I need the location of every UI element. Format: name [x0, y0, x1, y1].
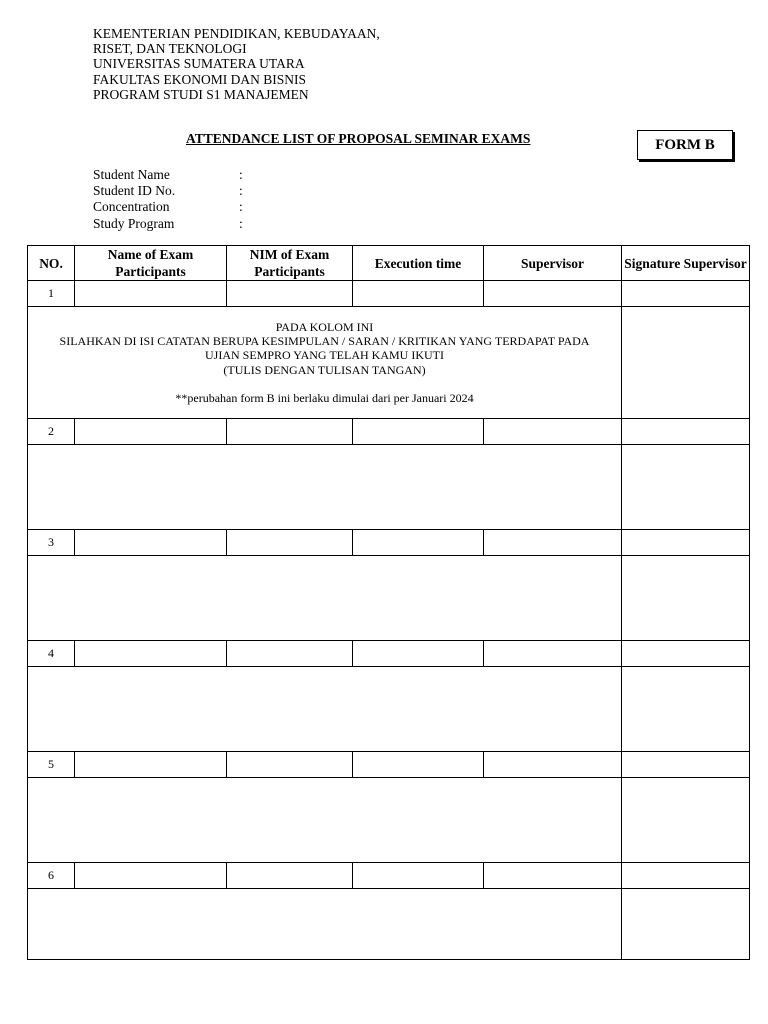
concentration-colon: : — [239, 199, 243, 215]
notes-spacer — [28, 377, 621, 391]
execution-time-cell[interactable] — [353, 863, 484, 889]
row-number: 3 — [28, 530, 75, 556]
signature-cell[interactable] — [622, 863, 750, 889]
execution-time-cell[interactable] — [353, 641, 484, 667]
form-label-box — [637, 130, 733, 160]
notes-cell[interactable] — [28, 889, 622, 960]
form-label: FORM B — [655, 136, 715, 153]
notes-signature-cell[interactable] — [622, 556, 750, 641]
col-header-no: NO. — [28, 246, 75, 281]
study-program-label: Study Program — [93, 215, 175, 231]
notes-instruction-line: PADA KOLOM INI — [275, 319, 374, 334]
study-program-field[interactable] — [93, 216, 249, 232]
participant-name-cell[interactable] — [75, 641, 227, 667]
signature-cell[interactable] — [622, 530, 750, 556]
row-number: 5 — [28, 752, 75, 778]
notes-instruction-line: (TULIS DENGAN TULISAN TANGAN) — [223, 362, 426, 377]
row-number: 4 — [28, 641, 75, 667]
col-header-execution-time: Execution time — [353, 246, 484, 281]
student-id-field[interactable] — [93, 183, 249, 199]
participant-name-cell[interactable] — [75, 863, 227, 889]
participant-name-cell[interactable] — [75, 419, 227, 445]
notes-row — [28, 667, 750, 752]
row-number: 1 — [28, 281, 75, 307]
notes-cell[interactable] — [28, 778, 622, 863]
notes-signature-cell[interactable] — [622, 889, 750, 960]
execution-time-cell[interactable] — [353, 530, 484, 556]
notes-row — [28, 445, 750, 530]
notes-signature-cell[interactable] — [622, 445, 750, 530]
concentration-field[interactable] — [93, 199, 249, 215]
student-name-field[interactable] — [93, 167, 249, 183]
table-header-row — [28, 246, 750, 281]
table-row — [28, 419, 750, 445]
institution-header — [93, 26, 380, 102]
student-id-colon: : — [239, 183, 243, 199]
supervisor-cell[interactable] — [484, 752, 622, 778]
notes-row — [28, 889, 750, 960]
notes-cell[interactable] — [28, 667, 622, 752]
table-row — [28, 752, 750, 778]
attendance-table — [27, 245, 750, 960]
supervisor-cell[interactable] — [484, 863, 622, 889]
notes-signature-cell[interactable] — [622, 778, 750, 863]
notes-cell[interactable] — [28, 445, 622, 530]
col-header-supervisor: Supervisor — [484, 246, 622, 281]
execution-time-cell[interactable] — [353, 419, 484, 445]
table-row — [28, 530, 750, 556]
participant-name-cell[interactable] — [75, 530, 227, 556]
notes-footnote: **perubahan form B ini berlaku dimulai dari per Januari 2024 — [175, 390, 474, 405]
col-header-nim: NIM of Exam Participants — [227, 246, 353, 281]
student-id-label: Student ID No. — [93, 183, 176, 199]
participant-nim-cell[interactable] — [227, 863, 353, 889]
notes-cell[interactable] — [28, 556, 622, 641]
row-number: 2 — [28, 419, 75, 445]
notes-instruction — [28, 320, 621, 405]
table-row — [28, 641, 750, 667]
notes-row — [28, 307, 750, 419]
study-program-colon: : — [239, 215, 243, 231]
student-name-colon: : — [239, 167, 243, 182]
table-row — [28, 863, 750, 889]
header-line-university: UNIVERSITAS SUMATERA UTARA — [93, 56, 305, 72]
participant-name-cell[interactable] — [75, 752, 227, 778]
signature-cell[interactable] — [622, 281, 750, 307]
signature-cell[interactable] — [622, 419, 750, 445]
concentration-label: Concentration — [93, 199, 170, 215]
notes-signature-cell[interactable] — [622, 667, 750, 752]
execution-time-cell[interactable] — [353, 281, 484, 307]
notes-instruction-line: UJIAN SEMPRO YANG TELAH KAMU IKUTI — [205, 348, 444, 363]
supervisor-cell[interactable] — [484, 281, 622, 307]
notes-row — [28, 556, 750, 641]
execution-time-cell[interactable] — [353, 752, 484, 778]
participant-name-cell[interactable] — [75, 281, 227, 307]
header-line-program: PROGRAM STUDI S1 MANAJEMEN — [93, 86, 309, 102]
signature-cell[interactable] — [622, 752, 750, 778]
participant-nim-cell[interactable] — [227, 752, 353, 778]
table-row — [28, 281, 750, 307]
col-header-signature: Signature Supervisor — [622, 246, 750, 281]
notes-signature-cell[interactable] — [622, 307, 750, 419]
notes-instruction-line: SILAHKAN DI ISI CATATAN BERUPA KESIMPULAN / SARAN / KRITIKAN YANG TERDAPAT PADA — [59, 334, 590, 349]
col-header-name: Name of Exam Participants — [75, 246, 227, 281]
participant-nim-cell[interactable] — [227, 419, 353, 445]
student-name-label: Student Name — [93, 167, 170, 182]
participant-nim-cell[interactable] — [227, 281, 353, 307]
document-title: ATTENDANCE LIST OF PROPOSAL SEMINAR EXAMS — [186, 131, 531, 146]
header-line-ministry-cont: RISET, DAN TEKNOLOGI — [93, 41, 247, 57]
header-line-ministry: KEMENTERIAN PENDIDIKAN, KEBUDAYAAN, — [93, 26, 380, 41]
student-info-block — [93, 167, 249, 232]
signature-cell[interactable] — [622, 641, 750, 667]
notes-cell[interactable] — [28, 307, 622, 419]
participant-nim-cell[interactable] — [227, 641, 353, 667]
participant-nim-cell[interactable] — [227, 530, 353, 556]
supervisor-cell[interactable] — [484, 641, 622, 667]
supervisor-cell[interactable] — [484, 419, 622, 445]
header-line-faculty: FAKULTAS EKONOMI DAN BISNIS — [93, 71, 307, 87]
row-number: 6 — [28, 863, 75, 889]
notes-row — [28, 778, 750, 863]
supervisor-cell[interactable] — [484, 530, 622, 556]
